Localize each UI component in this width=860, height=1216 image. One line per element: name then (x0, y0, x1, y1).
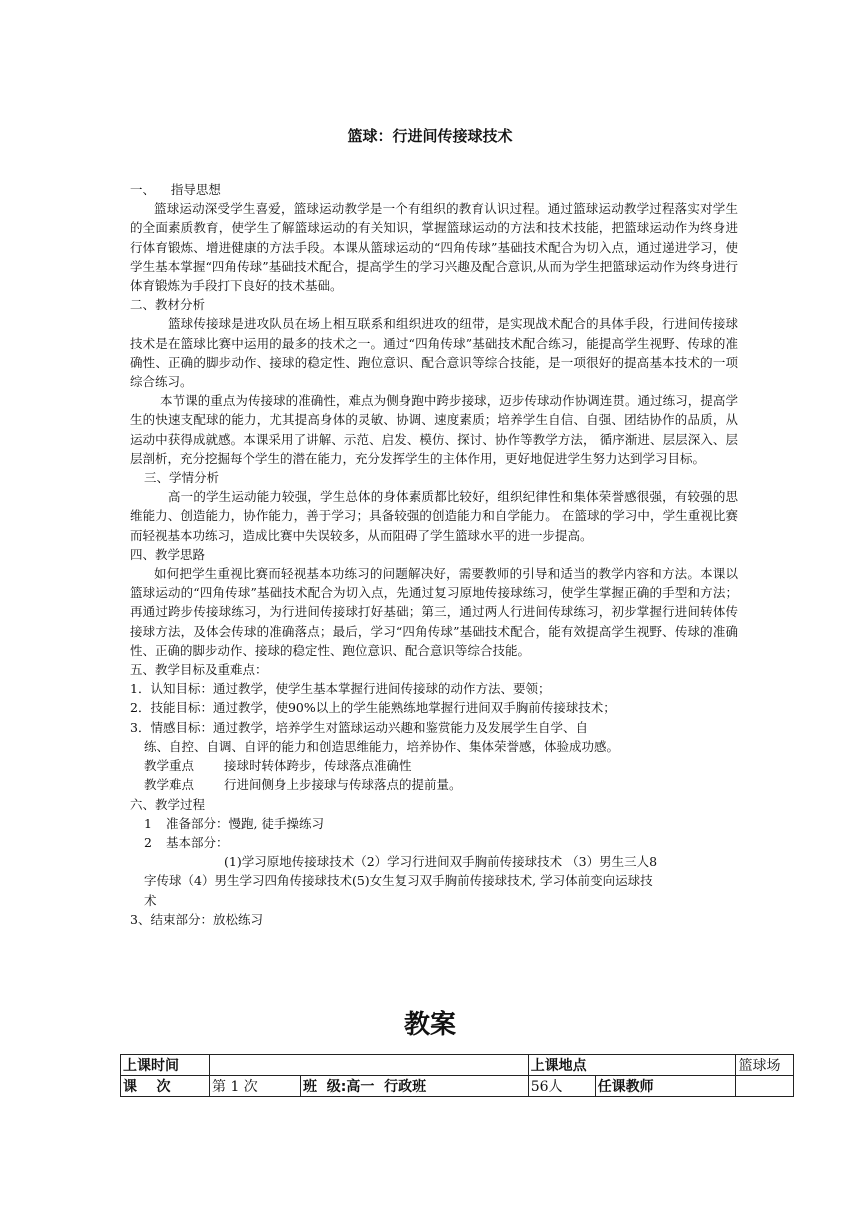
difficulty-label: 教学难点 (144, 777, 195, 793)
section2-paragraph-2: 本节课的重点为传接球的准确性，难点为侧身跑中跨步接球，迈步传球动作协调连贯。通过练习，提高学生的快速支配球的能力，尤其提高身体的灵敏、协调、速度素质；培养学生自信、自强、团结协作的品质，从运动中获得成就感。本课采用了讲解、示范、启发、模仿、探讨、协作等教学方法， 循序渐进、层层深入、层层剖析，充分挖掘每个学生的潜在能力，充分发挥学生的主体作用，更好地促进学生努力达到学习目标。 (130, 393, 738, 466)
session-value-cell: 第 1 次 (210, 1076, 301, 1097)
session-label-cell: 课 次 (121, 1076, 210, 1097)
document-body (130, 180, 738, 929)
table-row (121, 1055, 794, 1076)
table-row (121, 1076, 794, 1097)
step2-text: 基本部分： (166, 834, 229, 850)
section3-paragraph: 高一的学生运动能力较强，学生总体的身体素质都比较好，组织纪律性和集体荣誉感很强，有较强的思维能力、创造能力，协作能力，善于学习；具备较强的创造能力和自学能力。 在篮球的学习中，学生重视比赛而轻视基本功练习，造成比赛中失误较多，从而阻碍了学生篮球水平的进一步提高。 (130, 489, 738, 543)
teaching-difficulty (130, 775, 738, 794)
difficulty-text: 行进间侧身上步接球与传球落点的提前量。 (224, 777, 462, 793)
section4-heading: 四、教学思路 (130, 546, 206, 562)
teaching-key-point (130, 756, 738, 775)
section4-paragraph: 如何把学生重视比赛而轻视基本功练习的问题解决好，需要教师的引导和适当的教学内容和方法。本课以篮球运动的“四角传球”基础技术配合为切入点，先通过复习原地传接球练习，使学生掌握正确的手型和方法；再通过跨步传接球练习，为行进间传接球打好基础；第三，通过两人行进间传球练习，初步掌握行进间转体传接球方法，及体会传球的准确落点；最后，学习“四角传球”基础技术配合，能有效提高学生视野、传球的准确性、正确的脚步动作、接球的稳定性、跑位意识、配合意识等综合技能。 (130, 566, 738, 658)
place-value-cell: 篮球场 (736, 1055, 794, 1076)
section6-heading: 六、教学过程 (130, 796, 206, 812)
section3-heading: 三、学情分析 (144, 470, 220, 486)
section2-paragraph-1: 篮球传接球是进攻队员在场上相互联系和组织进攻的纽带，是实现战术配合的具体手段，行进间传接球技术是在篮球比赛中运用的最多的技术之一。通过“四角传球”基础技术配合练习，能提高学生视野、传球的准确性、正确的脚步动作、接球的稳定性、跑位意识、配合意识等综合技能，是一项很好的提高基本技术的一项综合练习。 (130, 316, 738, 390)
step1-number: 1 (144, 815, 152, 831)
section2-heading: 二、教材分析 (130, 297, 206, 313)
process-step-2 (130, 833, 738, 852)
document-title: 篮球：行进间传接球技术 (347, 127, 513, 145)
goal-emotion-line-1: 3．情感目标：通过教学，培养学生对篮球运动兴趣和鉴赏能力及发展学生自学、自 (130, 719, 588, 735)
section1-paragraph: 篮球运动深受学生喜爱，篮球运动教学是一个有组织的教育认识过程。通过篮球运动教学过程落实对学生的全面素质教育，使学生了解篮球运动的有关知识，掌握篮球运动的方法和技术技能，把篮球运动作为终身进行体育锻炼、增进健康的方法手段。本课从篮球运动的“四角传球”基础技术配合为切入点，通过递进学习，使学生基本掌握“四角传球”基础技术配合，提高学生的学习兴趣及配合意识,从而为学生把篮球运动作为终身进行体育锻炼为手段打下良好的技术基础。 (130, 201, 738, 294)
section5-heading: 五、教学目标及重难点： (130, 662, 268, 678)
goal-cognitive: 1．认知目标：通过教学，使学生基本掌握行进间传接球的动作方法、要领； (130, 681, 551, 697)
step2-detail-line-1: (1)学习原地传接球技术（2）学习行进间双手胸前传接球技术 （3）男生三人8 (224, 854, 658, 870)
place-label-cell: 上课地点 (528, 1055, 736, 1076)
lesson-plan-table (120, 1054, 794, 1097)
process-step-1 (130, 814, 738, 833)
process-step-3: 3、结束部分：放松练习 (130, 911, 263, 927)
teacher-label-cell: 任课教师 (595, 1076, 736, 1097)
step2-detail-line-3: 术 (144, 892, 157, 908)
time-value-cell (210, 1055, 529, 1076)
time-label-cell: 上课时间 (121, 1055, 210, 1076)
step2-detail-line-2: 字传球（4）男生学习四角传接球技术(5)女生复习双手胸前传接球技术, 学习体前变向运球技 (144, 873, 653, 889)
key-point-text: 接球时转体跨步，传球落点准确性 (224, 758, 412, 774)
step2-number: 2 (144, 834, 152, 850)
lesson-plan-heading: 教案 (403, 1010, 456, 1040)
step1-text: 准备部分：慢跑, 徒手操练习 (166, 815, 324, 831)
goal-emotion-line-2: 练、自控、自调、自评的能力和创造思维能力，培养协作、集体荣誉感，体验成功感。 (144, 738, 620, 754)
teacher-value-cell (736, 1076, 794, 1097)
student-count-cell: 56人 (528, 1076, 595, 1097)
key-point-label: 教学重点 (144, 758, 195, 774)
goal-skill: 2．技能目标：通过教学，使90%以上的学生能熟练地掌握行进间双手胸前传接球技术； (130, 700, 616, 716)
class-label-cell: 班 级:高一 行政班 (301, 1076, 529, 1097)
section1-heading: 一、 指导思想 (130, 182, 221, 197)
